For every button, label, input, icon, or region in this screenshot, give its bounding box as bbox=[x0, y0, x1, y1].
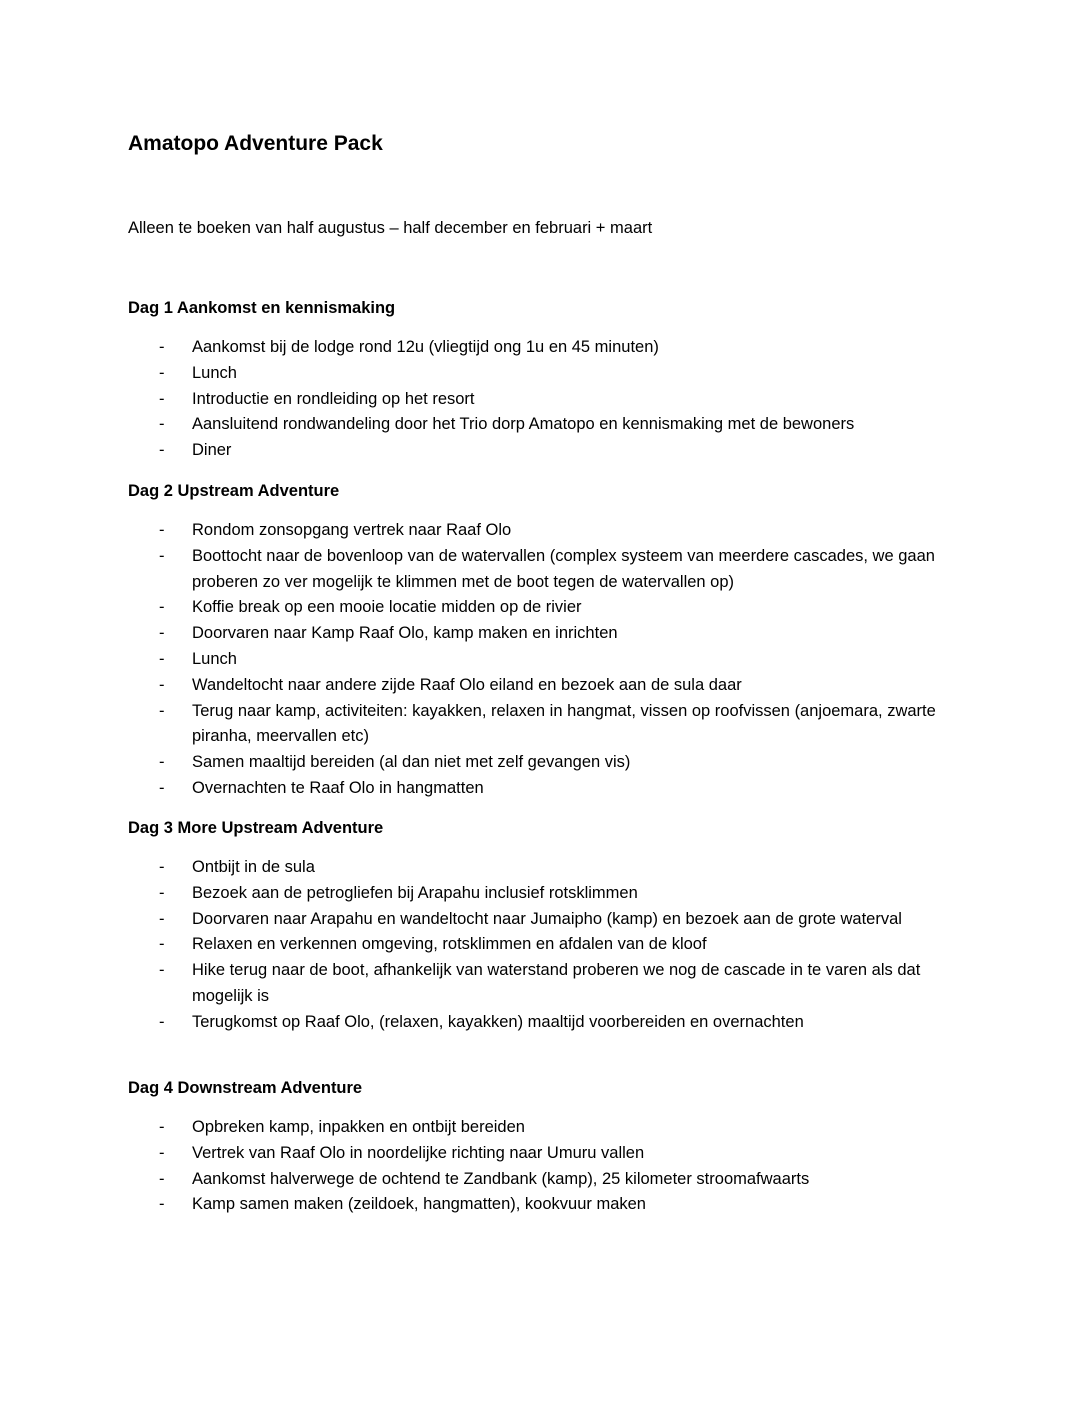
activity-text: Wandeltocht naar andere zijde Raaf Olo eiland en bezoek aan de sula daar bbox=[192, 675, 742, 694]
bullet-dash: - bbox=[159, 858, 165, 876]
activity-text: Opbreken kamp, inpakken en ontbijt bereiden bbox=[192, 1118, 525, 1136]
bullet-dash: - bbox=[159, 649, 165, 668]
list-item bbox=[128, 387, 968, 413]
activity-text: Aankomst halverwege de ochtend te Zandbank (kamp), 25 kilometer stroomafwaarts bbox=[192, 1169, 810, 1188]
activity-text: Terug naar kamp, activiteiten: kayakken, relaxen in hangmat, vissen op roofvissen (anjoemara, zwarte piranha, meervallen etc) bbox=[192, 701, 936, 746]
day-heading: Dag 4 Downstream Adventure bbox=[128, 1079, 363, 1097]
bullet-dash: - bbox=[159, 909, 165, 928]
activity-text: Samen maaltijd bereiden (al dan niet met zelf gevangen vis) bbox=[192, 753, 631, 772]
activity-text: Boottocht naar de bovenloop van de watervallen (complex systeem van meerdere cascades, we gaan proberen zo ver mogelijk te klimmen met de boot tegen de watervallen op) bbox=[192, 546, 935, 591]
activity-text: Doorvaren naar Kamp Raaf Olo, kamp maken en inrichten bbox=[192, 624, 618, 643]
bullet-dash: - bbox=[159, 778, 165, 797]
bullet-dash: - bbox=[159, 389, 165, 408]
bullet-dash: - bbox=[159, 701, 165, 720]
list-item bbox=[128, 776, 968, 802]
list-item bbox=[128, 958, 968, 1010]
activity-text: Lunch bbox=[192, 363, 237, 382]
bullet-dash: - bbox=[159, 883, 165, 902]
activity-text: Kamp samen maken (zeildoek, hangmatten), kookvuur maken bbox=[192, 1195, 646, 1214]
activity-text: Hike terug naar de boot, afhankelijk van waterstand proberen we nog de cascade in te varen als dat mogelijk is bbox=[192, 961, 921, 1005]
bullet-dash: - bbox=[159, 961, 165, 980]
activity-text: Introductie en rondleiding op het resort bbox=[192, 389, 475, 408]
day-activity-list bbox=[128, 855, 968, 1036]
day-heading: Dag 1 Aankomst en kennismaking bbox=[128, 299, 396, 317]
list-item bbox=[128, 1141, 968, 1167]
activity-text: Relaxen en verkennen omgeving, rotsklimmen en afdalen van de kloof bbox=[192, 935, 707, 954]
list-item bbox=[128, 438, 968, 464]
activity-text: Ontbijt in de sula bbox=[192, 858, 315, 876]
bullet-dash: - bbox=[159, 1143, 165, 1162]
bullet-dash: - bbox=[159, 1169, 165, 1188]
activity-text: Aankomst bij de lodge rond 12u (vliegtijd ong 1u en 45 minuten) bbox=[192, 338, 659, 356]
activity-text: Overnachten te Raaf Olo in hangmatten bbox=[192, 778, 484, 797]
list-item bbox=[128, 932, 968, 958]
bullet-dash: - bbox=[159, 363, 165, 382]
bullet-dash: - bbox=[159, 338, 165, 356]
list-item bbox=[128, 544, 968, 596]
activity-text: Aansluitend rondwandeling door het Trio dorp Amatopo en kennismaking met de bewoners bbox=[192, 415, 855, 434]
list-item bbox=[128, 1115, 968, 1141]
day-activity-list bbox=[128, 1115, 968, 1218]
bullet-dash: - bbox=[159, 546, 165, 565]
bullet-dash: - bbox=[159, 1118, 165, 1136]
bullet-dash: - bbox=[159, 753, 165, 772]
bullet-dash: - bbox=[159, 675, 165, 694]
bullet-dash: - bbox=[159, 415, 165, 434]
list-item bbox=[128, 361, 968, 387]
bullet-dash: - bbox=[159, 441, 165, 460]
bullet-dash: - bbox=[159, 598, 165, 617]
list-item bbox=[128, 621, 968, 647]
list-item bbox=[128, 1192, 968, 1218]
activity-text: Doorvaren naar Arapahu en wandeltocht naar Jumaipho (kamp) en bezoek aan de grote waterval bbox=[192, 909, 902, 928]
day-activity-list bbox=[128, 518, 968, 802]
list-item bbox=[128, 1010, 968, 1036]
list-item bbox=[128, 673, 968, 699]
day-heading: Dag 2 Upstream Adventure bbox=[128, 482, 340, 500]
activity-text: Lunch bbox=[192, 649, 237, 668]
list-item bbox=[128, 699, 968, 751]
list-item bbox=[128, 647, 968, 673]
list-item bbox=[128, 595, 968, 621]
day-heading: Dag 3 More Upstream Adventure bbox=[128, 819, 384, 837]
bullet-dash: - bbox=[159, 1195, 165, 1214]
list-item bbox=[128, 750, 968, 776]
list-item bbox=[128, 1167, 968, 1193]
activity-text: Koffie break op een mooie locatie midden op de rivier bbox=[192, 598, 582, 617]
document-title: Amatopo Adventure Pack bbox=[128, 132, 383, 155]
activity-text: Bezoek aan de petrogliefen bij Arapahu inclusief rotsklimmen bbox=[192, 883, 638, 902]
activity-text: Vertrek van Raaf Olo in noordelijke richting naar Umuru vallen bbox=[192, 1143, 645, 1162]
list-item bbox=[128, 907, 968, 933]
list-item bbox=[128, 335, 968, 361]
list-item bbox=[128, 412, 968, 438]
availability-note: Alleen te boeken van half augustus – half december en februari + maart bbox=[128, 219, 653, 237]
bullet-dash: - bbox=[159, 935, 165, 954]
list-item bbox=[128, 881, 968, 907]
activity-text: Rondom zonsopgang vertrek naar Raaf Olo bbox=[192, 521, 512, 539]
bullet-dash: - bbox=[159, 1012, 165, 1031]
list-item bbox=[128, 518, 968, 544]
day-activity-list bbox=[128, 335, 968, 464]
list-item bbox=[128, 855, 968, 881]
activity-text: Diner bbox=[192, 441, 232, 460]
bullet-dash: - bbox=[159, 521, 165, 539]
activity-text: Terugkomst op Raaf Olo, (relaxen, kayakken) maaltijd voorbereiden en overnachten bbox=[192, 1012, 804, 1031]
bullet-dash: - bbox=[159, 624, 165, 643]
